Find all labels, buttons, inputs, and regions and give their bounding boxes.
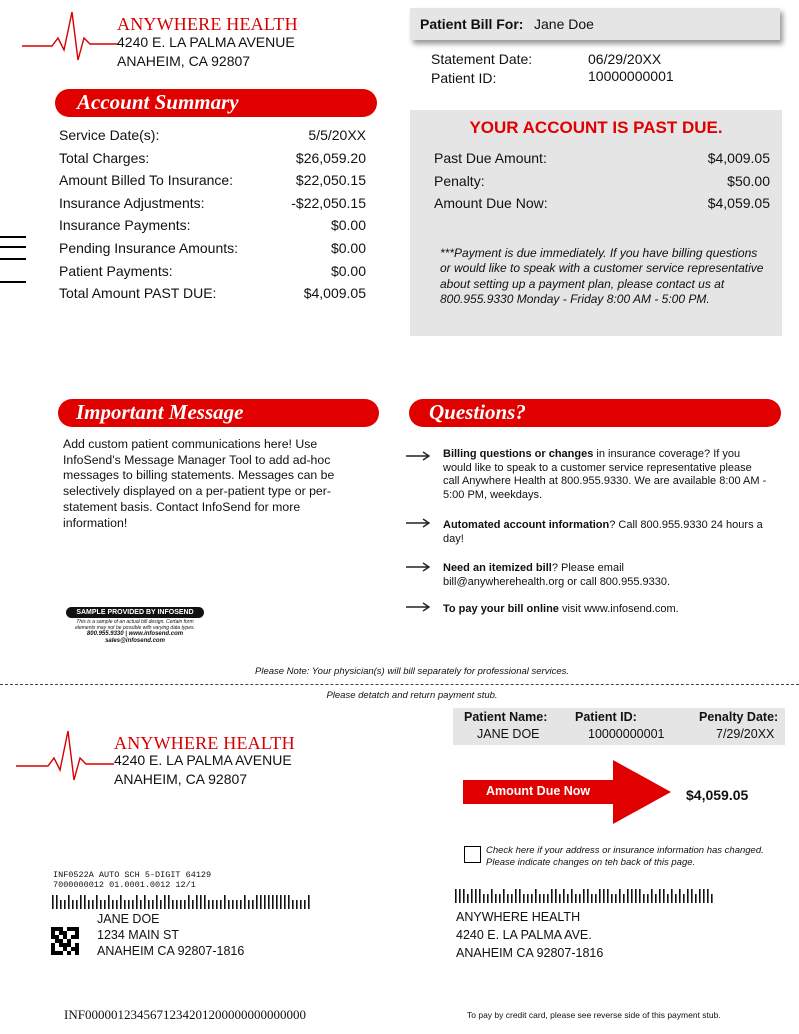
barcode-bar bbox=[88, 900, 90, 909]
question-item bbox=[443, 448, 768, 502]
barcode-bar bbox=[707, 889, 709, 903]
barcode-bar bbox=[116, 900, 118, 909]
qr-code-icon bbox=[51, 927, 79, 955]
qr-module bbox=[51, 951, 55, 955]
barcode-bar bbox=[152, 900, 154, 909]
summary-value: $22,050.15 bbox=[295, 172, 366, 188]
bill-for-label: Patient Bill For: bbox=[420, 16, 524, 32]
barcode-bar bbox=[204, 895, 206, 909]
barcode-bar bbox=[679, 889, 681, 903]
barcode-bar bbox=[80, 895, 82, 909]
barcode-bar bbox=[56, 895, 58, 909]
arrow-right-icon bbox=[406, 562, 432, 572]
barcode-bar bbox=[623, 894, 625, 903]
barcode-bar bbox=[72, 900, 74, 909]
patient-id: 10000000001 bbox=[588, 68, 674, 84]
barcode-bar bbox=[543, 894, 545, 903]
logo-name: ANYWHERE HEALTH bbox=[117, 14, 298, 34]
bill-for-header bbox=[410, 8, 780, 40]
heartbeat-logo-icon bbox=[16, 728, 114, 788]
qr-module bbox=[75, 935, 79, 939]
barcode-bar bbox=[76, 900, 78, 909]
summary-label: Service Date(s): bbox=[59, 127, 160, 143]
past-due-value: $4,009.05 bbox=[707, 150, 770, 166]
barcode-bar bbox=[236, 900, 238, 909]
important-message-body: Add custom patient communications here! Use InfoSend's Message Manager Tool to add ad-hoc messages to billing statements. Messages can be selectively displayed on a per-patient type or per-statement basis. Contact InfoSend for more information! bbox=[63, 437, 335, 530]
penalty-label: Penalty: bbox=[434, 173, 485, 189]
barcode-bar bbox=[475, 889, 477, 903]
barcode-bar bbox=[100, 900, 102, 909]
barcode-bar bbox=[180, 900, 182, 909]
barcode-bar bbox=[228, 900, 230, 909]
barcode-bar bbox=[507, 894, 509, 903]
qr-module bbox=[75, 927, 79, 931]
barcode-bar bbox=[603, 889, 605, 903]
account-summary-banner bbox=[55, 89, 377, 117]
question-item bbox=[443, 519, 763, 546]
qr-module bbox=[75, 931, 79, 935]
barcode-bar bbox=[499, 894, 501, 903]
question-bold: Automated account information bbox=[443, 519, 610, 531]
mail-code-1: INF0522A AUTO SCH 5-DIGIT 64129 bbox=[53, 870, 212, 880]
logo-address-2: ANAHEIM, CA 92807 bbox=[117, 53, 251, 69]
barcode-bar bbox=[292, 900, 294, 909]
barcode-bar bbox=[531, 894, 533, 903]
qr-module bbox=[59, 927, 63, 931]
summary-value: $0.00 bbox=[330, 217, 366, 233]
question-bold: Billing questions or changes bbox=[443, 448, 594, 460]
question-rest: in insurance coverage? If you would like to speak to a customer service representative please call Anywhere Health at 800.955.9330. We are available 8:00 AM - 5:00 PM, weekdays. bbox=[443, 448, 767, 501]
qr-module bbox=[59, 951, 63, 955]
summary-label: Total Charges: bbox=[59, 150, 150, 166]
qr-module bbox=[63, 947, 67, 951]
barcode-bar bbox=[527, 894, 529, 903]
qr-module bbox=[71, 935, 75, 939]
barcode-bar bbox=[144, 895, 146, 909]
qr-module bbox=[71, 927, 75, 931]
barcode-bar bbox=[647, 894, 649, 903]
barcode-bar bbox=[559, 894, 561, 903]
barcode-bar bbox=[268, 895, 270, 909]
patient-address-line: ANAHEIM CA 92807-1816 bbox=[97, 944, 245, 958]
barcode-bar bbox=[200, 895, 202, 909]
barcode-bar bbox=[511, 894, 513, 903]
summary-label: Pending Insurance Amounts: bbox=[59, 240, 239, 256]
barcode-bar bbox=[479, 889, 481, 903]
barcode-bar bbox=[563, 889, 565, 903]
summary-label: Patient Payments: bbox=[59, 263, 173, 279]
barcode-bar bbox=[256, 895, 258, 909]
barcode-bar bbox=[547, 894, 549, 903]
qr-module bbox=[63, 931, 67, 935]
barcode-bar bbox=[667, 894, 669, 903]
barcode-bar bbox=[104, 900, 106, 909]
question-rest: ? Please email bill@anywherehealth.org or call 800.955.9330. bbox=[443, 562, 671, 588]
barcode-bar bbox=[651, 889, 653, 903]
barcode-bar bbox=[691, 889, 693, 903]
qr-module bbox=[51, 931, 55, 935]
barcode-bar bbox=[124, 900, 126, 909]
questions-banner bbox=[409, 399, 781, 427]
barcode-bar bbox=[463, 889, 465, 903]
qr-module bbox=[59, 943, 63, 947]
qr-module bbox=[55, 935, 59, 939]
account-summary-title: Account Summary bbox=[77, 90, 239, 114]
barcode-bar bbox=[459, 889, 461, 903]
barcode-bar bbox=[108, 895, 110, 909]
barcode-bar bbox=[260, 895, 262, 909]
summary-value: -$22,050.15 bbox=[291, 195, 366, 211]
fold-mark bbox=[0, 236, 26, 238]
postal-barcode bbox=[52, 895, 312, 909]
barcode-bar bbox=[68, 895, 70, 909]
qr-module bbox=[55, 939, 59, 943]
statement-date: 06/29/20XX bbox=[588, 51, 662, 67]
qr-module bbox=[63, 935, 67, 939]
penalty-value: $50.00 bbox=[727, 173, 770, 189]
summary-label: Insurance Payments: bbox=[59, 217, 191, 233]
fold-mark bbox=[0, 246, 26, 248]
summary-value: $0.00 bbox=[330, 240, 366, 256]
barcode-bar bbox=[288, 895, 290, 909]
patient-address-line: 1234 MAIN ST bbox=[97, 928, 179, 942]
summary-label: Insurance Adjustments: bbox=[59, 195, 205, 211]
barcode-bar bbox=[148, 900, 150, 909]
past-due-label: Past Due Amount: bbox=[434, 150, 547, 166]
qr-module bbox=[67, 927, 71, 931]
barcode-bar bbox=[224, 895, 226, 909]
barcode-bar bbox=[587, 889, 589, 903]
summary-value: $4,009.05 bbox=[303, 285, 366, 301]
barcode-bar bbox=[519, 889, 521, 903]
barcode-bar bbox=[252, 900, 254, 909]
qr-module bbox=[67, 943, 71, 947]
barcode-bar bbox=[172, 900, 174, 909]
stub-logo-name: ANYWHERE HEALTH bbox=[114, 733, 295, 753]
perforation-line bbox=[0, 684, 799, 685]
qr-module bbox=[55, 951, 59, 955]
qr-module bbox=[59, 939, 63, 943]
fold-mark bbox=[0, 281, 26, 283]
important-message-banner bbox=[58, 399, 379, 427]
summary-value: $26,059.20 bbox=[295, 150, 366, 166]
heartbeat-logo-icon bbox=[22, 10, 118, 70]
barcode-bar bbox=[703, 889, 705, 903]
barcode-bar bbox=[156, 895, 158, 909]
past-due-note: ***Payment is due immediately. If you have billing questions or would like to speak with a customer service representative about setting up a payment plan, please contact us at 800.955.9330 Monday - Friday 8:00 AM - 5:00 PM. bbox=[440, 246, 764, 307]
qr-module bbox=[75, 943, 79, 947]
sample-line-2: elements may not be possible with varying data types. bbox=[75, 625, 195, 631]
barcode-bar bbox=[284, 895, 286, 909]
barcode-bar bbox=[595, 894, 597, 903]
arrow-right-icon bbox=[406, 602, 432, 612]
postal-barcode bbox=[455, 889, 717, 903]
qr-module bbox=[51, 935, 55, 939]
barcode-bar bbox=[607, 889, 609, 903]
barcode-bar bbox=[128, 900, 130, 909]
remit-address-line: ANAHEIM CA 92807-1816 bbox=[456, 946, 604, 960]
barcode-bar bbox=[671, 889, 673, 903]
barcode-bar bbox=[571, 889, 573, 903]
amount-due-value: $4,059.05 bbox=[686, 787, 749, 803]
qr-module bbox=[71, 947, 75, 951]
barcode-bar bbox=[96, 895, 98, 909]
amount-due-label: Amount Due Now: bbox=[434, 195, 548, 211]
ocr-scanline: INF0000012345671234201200000000000000 bbox=[64, 1007, 306, 1022]
barcode-bar bbox=[583, 889, 585, 903]
barcode-bar bbox=[611, 894, 613, 903]
qr-module bbox=[67, 951, 71, 955]
summary-label: Amount Billed To Insurance: bbox=[59, 172, 234, 188]
barcode-bar bbox=[60, 900, 62, 909]
barcode-bar bbox=[495, 894, 497, 903]
barcode-bar bbox=[240, 900, 242, 909]
stub-logo-address-1: 4240 E. LA PALMA AVENUE bbox=[114, 752, 292, 768]
barcode-bar bbox=[140, 900, 142, 909]
stub-value-penalty-date: 7/29/20XX bbox=[716, 727, 775, 741]
stub-header-name: Patient Name: bbox=[464, 710, 548, 724]
sample-badge: SAMPLE PROVIDED BY INFOSEND bbox=[66, 607, 204, 618]
barcode-bar bbox=[120, 895, 122, 909]
barcode-bar bbox=[212, 900, 214, 909]
qr-module bbox=[67, 939, 71, 943]
stub-value-name: JANE DOE bbox=[477, 727, 540, 741]
patient-address-line: JANE DOE bbox=[97, 912, 160, 926]
logo-address-1: 4240 E. LA PALMA AVENUE bbox=[117, 34, 295, 50]
summary-value: 5/5/20XX bbox=[308, 127, 366, 143]
remit-address-line: 4240 E. LA PALMA AVE. bbox=[456, 928, 592, 942]
statement-date-label: Statement Date: bbox=[431, 51, 533, 67]
question-bold: To pay your bill online bbox=[443, 603, 559, 615]
stub-header-penalty-date: Penalty Date: bbox=[699, 710, 779, 724]
barcode-bar bbox=[655, 894, 657, 903]
barcode-bar bbox=[176, 900, 178, 909]
important-message-title: Important Message bbox=[76, 400, 244, 424]
barcode-bar bbox=[84, 895, 86, 909]
barcode-bar bbox=[92, 900, 94, 909]
barcode-bar bbox=[523, 894, 525, 903]
patient-id-label: Patient ID: bbox=[431, 70, 497, 86]
barcode-bar bbox=[455, 889, 457, 903]
qr-module bbox=[63, 943, 67, 947]
barcode-bar bbox=[467, 894, 469, 903]
amount-due-value: $4,059.05 bbox=[707, 195, 770, 211]
barcode-bar bbox=[615, 894, 617, 903]
qr-module bbox=[51, 947, 55, 951]
barcode-bar bbox=[579, 894, 581, 903]
sample-line-1: This is a sample of an actual bill design. Certain form bbox=[76, 619, 194, 625]
barcode-bar bbox=[659, 889, 661, 903]
barcode-bar bbox=[535, 889, 537, 903]
barcode-bar bbox=[631, 889, 633, 903]
barcode-bar bbox=[188, 895, 190, 909]
arrow-right-icon bbox=[406, 518, 432, 528]
question-rest: visit www.infosend.com. bbox=[558, 603, 679, 615]
sample-line-3: 800.955.9330 | www.infosend.com bbox=[86, 631, 184, 637]
barcode-bar bbox=[487, 894, 489, 903]
barcode-bar bbox=[248, 900, 250, 909]
arrow-right-icon bbox=[406, 451, 432, 461]
barcode-bar bbox=[683, 894, 685, 903]
question-item bbox=[443, 603, 773, 617]
stub-header-id: Patient ID: bbox=[575, 710, 637, 724]
barcode-bar bbox=[515, 889, 517, 903]
past-due-panel bbox=[410, 110, 782, 336]
past-due-heading: YOUR ACCOUNT IS PAST DUE. bbox=[469, 118, 723, 137]
qr-module bbox=[75, 951, 79, 955]
questions-title: Questions? bbox=[429, 400, 526, 424]
barcode-bar bbox=[164, 895, 166, 909]
barcode-bar bbox=[551, 889, 553, 903]
sample-line-4: sales@infosend.com bbox=[105, 638, 165, 644]
credit-card-note: To pay by credit card, please see reverse side of this payment stub. bbox=[467, 1010, 721, 1020]
barcode-bar bbox=[675, 894, 677, 903]
barcode-bar bbox=[711, 894, 713, 903]
barcode-bar bbox=[471, 889, 473, 903]
qr-module bbox=[75, 947, 79, 951]
barcode-bar bbox=[300, 900, 302, 909]
barcode-bar bbox=[132, 900, 134, 909]
barcode-bar bbox=[567, 894, 569, 903]
barcode-bar bbox=[575, 894, 577, 903]
barcode-bar bbox=[599, 889, 601, 903]
barcode-bar bbox=[555, 889, 557, 903]
barcode-bar bbox=[232, 900, 234, 909]
qr-module bbox=[55, 927, 59, 931]
barcode-bar bbox=[112, 900, 114, 909]
remit-address-line: ANYWHERE HEALTH bbox=[456, 910, 581, 924]
barcode-bar bbox=[168, 895, 170, 909]
summary-label: Total Amount PAST DUE: bbox=[59, 285, 217, 301]
qr-module bbox=[51, 927, 55, 931]
barcode-bar bbox=[220, 900, 222, 909]
fold-mark bbox=[0, 258, 26, 260]
barcode-bar bbox=[216, 900, 218, 909]
question-item bbox=[443, 562, 743, 589]
barcode-bar bbox=[483, 894, 485, 903]
barcode-bar bbox=[264, 895, 266, 909]
barcode-bar bbox=[627, 889, 629, 903]
barcode-bar bbox=[196, 895, 198, 909]
barcode-bar bbox=[639, 889, 641, 903]
barcode-bar bbox=[308, 895, 310, 909]
stub-logo-address-2: ANAHEIM, CA 92807 bbox=[114, 771, 248, 787]
amount-due-label: Amount Due Now bbox=[486, 784, 591, 798]
barcode-bar bbox=[136, 895, 138, 909]
barcode-bar bbox=[160, 900, 162, 909]
barcode-bar bbox=[695, 894, 697, 903]
barcode-bar bbox=[280, 895, 282, 909]
barcode-bar bbox=[272, 895, 274, 909]
barcode-bar bbox=[208, 900, 210, 909]
barcode-bar bbox=[304, 900, 306, 909]
physician-note: Please Note: Your physician(s) will bill separately for professional services. bbox=[255, 666, 569, 677]
bill-for-name: Jane Doe bbox=[534, 16, 594, 32]
barcode-bar bbox=[52, 895, 54, 909]
barcode-bar bbox=[635, 889, 637, 903]
barcode-bar bbox=[503, 889, 505, 903]
barcode-bar bbox=[276, 895, 278, 909]
barcode-bar bbox=[643, 894, 645, 903]
barcode-bar bbox=[192, 900, 194, 909]
barcode-bar bbox=[64, 900, 66, 909]
detach-note: Please detatch and return payment stub. bbox=[326, 690, 498, 701]
barcode-bar bbox=[591, 894, 593, 903]
barcode-bar bbox=[619, 889, 621, 903]
barcode-bar bbox=[296, 900, 298, 909]
barcode-bar bbox=[699, 889, 701, 903]
barcode-bar bbox=[491, 889, 493, 903]
qr-module bbox=[51, 943, 55, 947]
checkbox-text-2: Please indicate changes on teh back of this page. bbox=[486, 857, 696, 868]
barcode-bar bbox=[244, 895, 246, 909]
summary-value: $0.00 bbox=[330, 263, 366, 279]
mail-code-2: 7000000012 01.0001.0012 12/1 bbox=[53, 880, 196, 890]
barcode-bar bbox=[184, 900, 186, 909]
checkbox-text-1: Check here if your address or insurance information has changed. bbox=[486, 845, 764, 856]
address-change-checkbox[interactable] bbox=[464, 846, 481, 863]
question-bold: Need an itemized bill bbox=[443, 562, 552, 574]
barcode-bar bbox=[539, 894, 541, 903]
barcode-bar bbox=[663, 889, 665, 903]
qr-module bbox=[59, 931, 63, 935]
question-rest: ? Call 800.955.9330 24 hours a day! bbox=[443, 519, 763, 545]
barcode-bar bbox=[687, 889, 689, 903]
stub-value-id: 10000000001 bbox=[588, 727, 665, 741]
